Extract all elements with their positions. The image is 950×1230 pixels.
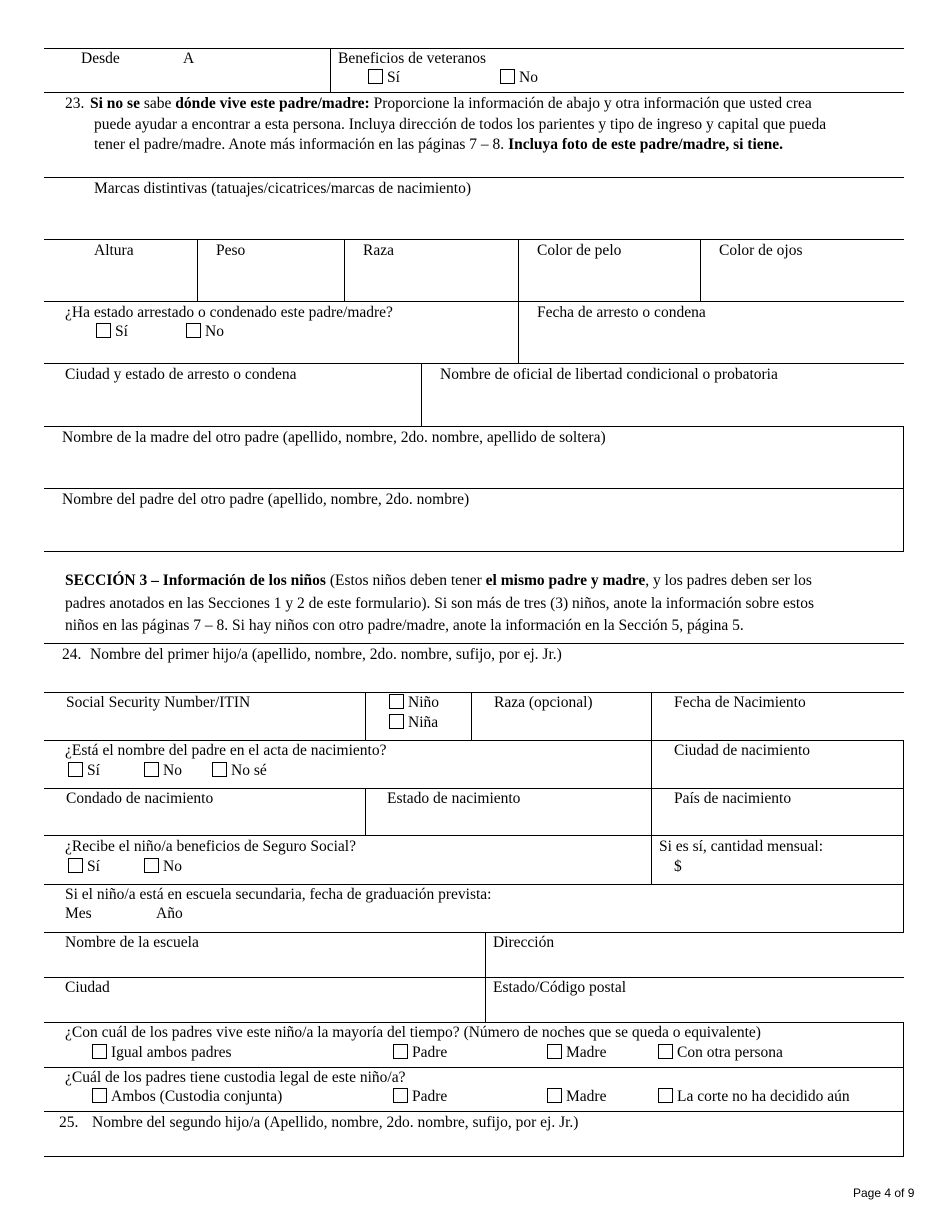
custodia-madre-checkbox[interactable] bbox=[547, 1088, 562, 1103]
raza-label: Raza bbox=[363, 242, 394, 259]
arrest-no-checkbox[interactable] bbox=[186, 323, 201, 338]
primer-hijo-name-label: Nombre del primer hijo/a (apellido, nombre, 2do. nombre, sufijo, por ej. Jr.) bbox=[90, 646, 562, 663]
a-label: A bbox=[183, 50, 195, 67]
vive-otra-persona-option[interactable]: Con otra persona bbox=[658, 1044, 783, 1062]
vive-igual-checkbox[interactable] bbox=[92, 1044, 107, 1059]
custodia-padre-checkbox[interactable] bbox=[393, 1088, 408, 1103]
estado-nacimiento-label: Estado de nacimiento bbox=[387, 790, 521, 807]
nina-option[interactable]: Niña bbox=[389, 714, 438, 732]
nino-checkbox[interactable] bbox=[389, 694, 404, 709]
color-ojos-label: Color de ojos bbox=[719, 242, 803, 259]
cantidad-mensual-label: Si es sí, cantidad mensual: bbox=[659, 838, 824, 855]
section3-title: SECCIÓN 3 – Información de los niños bbox=[65, 572, 326, 589]
segundo-hijo-name-label: Nombre del segundo hijo/a (Apellido, nombre, 2do. nombre, sufijo, por ej. Jr.) bbox=[92, 1114, 579, 1131]
ciudad-arresto-label: Ciudad y estado de arresto o condena bbox=[65, 366, 297, 383]
veteranos-no-option[interactable]: No bbox=[500, 69, 538, 87]
acta-si-checkbox[interactable] bbox=[68, 762, 83, 777]
nina-checkbox[interactable] bbox=[389, 714, 404, 729]
custodia-question: ¿Cuál de los padres tiene custodia legal de este niño/a? bbox=[65, 1069, 406, 1086]
ssn-label: Social Security Number/ITIN bbox=[66, 694, 251, 711]
q23-instructions: Si no se sabe dónde vive este padre/madre: Proporcione la información de abajo y otra información que usted crea puede ayudar a encontrar a esta persona. Incluya dirección de todos los parientes y tipo de ingreso y capital que pueda tener el padre/madre. Anote más información en las páginas 7 – 8. Incluya foto de este padre/madre, si tiene. bbox=[90, 95, 827, 153]
arrest-no-option[interactable]: No bbox=[186, 323, 224, 341]
ciudad-nacimiento-label: Ciudad de nacimiento bbox=[674, 742, 811, 759]
ss-no-checkbox[interactable] bbox=[144, 858, 159, 873]
mes-label: Mes bbox=[65, 905, 92, 922]
custodia-ambos-option[interactable]: Ambos (Custodia conjunta) bbox=[92, 1088, 282, 1106]
arrest-si-option[interactable]: Sí bbox=[96, 323, 128, 341]
dollar-sign: $ bbox=[674, 858, 682, 875]
estado-codigo-postal-label: Estado/Código postal bbox=[493, 979, 627, 996]
acta-no-option[interactable]: No bbox=[144, 762, 182, 780]
ss-no-option[interactable]: No bbox=[144, 858, 182, 876]
veteranos-si-option[interactable]: Sí bbox=[368, 69, 400, 87]
fecha-nacimiento-label: Fecha de Nacimiento bbox=[674, 694, 806, 711]
fecha-arresto-label: Fecha de arresto o condena bbox=[537, 304, 706, 321]
custodia-corte-option[interactable]: La corte no ha decidido aún bbox=[658, 1088, 850, 1106]
raza-opcional-label: Raza (opcional) bbox=[494, 694, 593, 711]
madre-otro-padre-label: Nombre de la madre del otro padre (apellido, nombre, 2do. nombre, apellido de soltera) bbox=[62, 429, 606, 446]
ss-si-option[interactable]: Sí bbox=[68, 858, 100, 876]
acta-no-se-option[interactable]: No sé bbox=[212, 762, 267, 780]
peso-label: Peso bbox=[216, 242, 246, 259]
escuela-label: Nombre de la escuela bbox=[65, 934, 199, 951]
desde-label: Desde bbox=[81, 50, 120, 67]
color-pelo-label: Color de pelo bbox=[537, 242, 622, 259]
vive-madre-checkbox[interactable] bbox=[547, 1044, 562, 1059]
vive-padre-checkbox[interactable] bbox=[393, 1044, 408, 1059]
acta-no-checkbox[interactable] bbox=[144, 762, 159, 777]
padre-acta-question: ¿Está el nombre del padre en el acta de nacimiento? bbox=[65, 742, 387, 759]
custodia-ambos-checkbox[interactable] bbox=[92, 1088, 107, 1103]
veteranos-no-checkbox[interactable] bbox=[500, 69, 515, 84]
section3-intro: SECCIÓN 3 – Información de los niños (Estos niños deben tener el mismo padre y madre, y los padres deben ser los padres anotados en las Secciones 1 y 2 de este formulario). Si son más de tres (3) niños, anote la información sobre estos niños en las páginas 7 – 8. Si hay niños con otro padre/madre, anote la información en la Sección 5, página 5. bbox=[65, 572, 814, 634]
q25-number: 25. bbox=[59, 1114, 79, 1131]
ss-benefits-question: ¿Recibe el niño/a beneficios de Seguro Social? bbox=[65, 838, 356, 855]
custodia-corte-checkbox[interactable] bbox=[658, 1088, 673, 1103]
veteranos-si-checkbox[interactable] bbox=[368, 69, 383, 84]
ss-si-checkbox[interactable] bbox=[68, 858, 83, 873]
custodia-madre-option[interactable]: Madre bbox=[547, 1088, 606, 1106]
altura-label: Altura bbox=[94, 242, 134, 259]
marcas-distintivas-label: Marcas distintivas (tatuajes/cicatrices/marcas de nacimiento) bbox=[94, 180, 472, 197]
page-number: Page 4 of 9 bbox=[853, 1186, 915, 1200]
direccion-label: Dirección bbox=[493, 934, 555, 951]
pais-nacimiento-label: País de nacimiento bbox=[674, 790, 792, 807]
ciudad-label: Ciudad bbox=[65, 979, 110, 996]
ano-label: Año bbox=[156, 905, 183, 922]
acta-si-option[interactable]: Sí bbox=[68, 762, 100, 780]
condado-nacimiento-label: Condado de nacimiento bbox=[66, 790, 214, 807]
beneficios-veteranos-label: Beneficios de veteranos bbox=[338, 50, 487, 67]
padre-otro-padre-label: Nombre del padre del otro padre (apellido, nombre, 2do. nombre) bbox=[62, 491, 470, 508]
vive-igual-option[interactable]: Igual ambos padres bbox=[92, 1044, 232, 1062]
vive-padre-option[interactable]: Padre bbox=[393, 1044, 447, 1062]
nino-option[interactable]: Niño bbox=[389, 694, 439, 712]
vive-otra-persona-checkbox[interactable] bbox=[658, 1044, 673, 1059]
acta-no-se-checkbox[interactable] bbox=[212, 762, 227, 777]
arrest-si-checkbox[interactable] bbox=[96, 323, 111, 338]
vive-question: ¿Con cuál de los padres vive este niño/a la mayoría del tiempo? (Número de noches que se queda o equivalente) bbox=[65, 1024, 761, 1041]
arrest-question: ¿Ha estado arrestado o condenado este padre/madre? bbox=[65, 304, 393, 321]
vive-madre-option[interactable]: Madre bbox=[547, 1044, 606, 1062]
q24-number: 24. bbox=[62, 646, 82, 663]
q23-number: 23. bbox=[65, 95, 85, 112]
graduacion-question: Si el niño/a está en escuela secundaria, fecha de graduación prevista: bbox=[65, 886, 492, 903]
oficial-libertad-label: Nombre de oficial de libertad condicional o probatoria bbox=[440, 366, 778, 383]
custodia-padre-option[interactable]: Padre bbox=[393, 1088, 447, 1106]
